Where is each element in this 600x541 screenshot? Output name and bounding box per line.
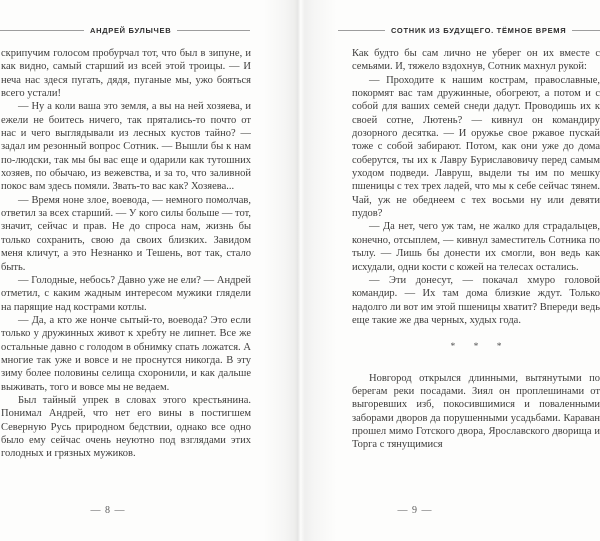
right-running-head [338,26,600,35]
author-header-title: АНДРЕЙ БУЛЫЧЕВ [90,26,172,35]
book-title-header: СОТНИК ИЗ БУДУЩЕГО. ТЁМНОЕ ВРЕМЯ [391,26,567,35]
body-paragraph: — Да, а кто же нонче сытый-то, воевода? Это если только у дружинных живот к хребту не липнет. Все же остальные давно с голодом в обнимку спать ложатся. А многие так уже и вовсе и не проснутся никогда. В эту зиму более половины селища схоронили, и как дальше выживать, того и вовсе мы не ведаем. [1,314,251,393]
right-page-body [352,47,600,497]
body-paragraph: — Да нет, чего уж там, не жалко для страдальцев, конечно, отсыплем, — кивнул заместитель Сотника по тылу. — Лишь бы донести их смогли, вон ведь как исхудали, одни кости с кожей на телесах остались. [352,221,600,273]
page-number-right: — 9 — [397,505,433,516]
body-paragraph: Как будто бы сам лично не уберег он их вместе с семьями. И, тяжело вздохнув, Сотник махнул рукой: [352,48,600,73]
body-paragraph: Был тайный упрек в словах этого крестьянина. Понимал Андрей, что нет его вины в постигшем Северную Русь природном бедствии, однако все одно было ему сейчас очень неуютно под взглядами этих голодных и грязных мужиков. [1,394,251,460]
left-page [0,0,297,541]
scene-break-separator: * * * [450,342,510,353]
body-paragraph: скрипучим голосом пробурчал тот, что был в зипуне, и как видно, самый старший из всей этой троицы. — И неча нас здеся пугать, дядя, пуганые мы, ужо бояться всего устали! [1,48,251,100]
header-rule-left [0,30,84,31]
left-running-head [0,26,250,35]
body-paragraph: Новгород открылся длинными, вытянутыми по берегам реки посадами. Зиял он проплешинами от выгоревших изб, покосившимися и поваленными заборами дворов да порушенными усадьбами. Караван прошел мимо Готского двора, Ярославского дворища и Торга с тянущимися [352,372,600,451]
header-rule-right [572,30,600,31]
page-number-left: — 8 — [90,505,126,516]
right-page [303,0,600,541]
body-paragraph: — Ну а коли ваша это земля, а вы на ней хозяева, и ежели не боитесь ничего, так прятались-то почто от нас и чего выглядывали из лесных кустов тайно? — задал им резонный вопрос Сотник. — Вышли бы к нам по-людски, так мы бы вас еще и одарили как тутошних хозяев, по обычаю, из вежевства, и за то, что заливной покос вам здесь помяли. Звать-то вас как? Хозяева... [1,101,251,193]
header-rule-right [177,30,250,31]
body-paragraph: — Эти донесут, — покачал хмуро головой командир. — Их там дома близкие ждут. Только надолго ли вот им этой пшеницы хватит? Впереди ведь еще такие же два черных, худых года. [352,274,600,326]
body-paragraph: — Голодные, небось? Давно уже не ели? — Андрей отметил, с каким жадным интересом мужики глядели на парящие над кострами котлы. [1,274,251,313]
body-paragraph: — Проходите к нашим кострам, православные, покормят вас там дружинные, обогреют, а потом и с собой для ваших семей снеди дадут. Проводишь их к своей сотне, Лютень? — кивнул он командиру дозорного десятка. — И оружье свое ржавое пускай тоже с собой забирают. Потом, как они уже до дома соберутся, ты их к Лавру Буриславовичу перед самым уходом подведи. Лавруш, выдели ты им по мешку пшеницы с тех трех ладей, что мы к себе сейчас тянем. Чай, уж не обеднеем с тех восьми ну или девяти пудов? [352,74,600,220]
left-page-body [1,47,251,497]
header-rule-left [338,30,385,31]
body-paragraph: — Время ноне злое, воевода, — немного помолчав, ответил за всех старший. — У кого силы больше — тот, значит, сейчас и прав. Не до спроса нам, жизнь бы только сохранить, свою да своих близких. Завидом меня кличут, а это Незнанко и Тешень, вот так, стало быть. [1,194,251,273]
